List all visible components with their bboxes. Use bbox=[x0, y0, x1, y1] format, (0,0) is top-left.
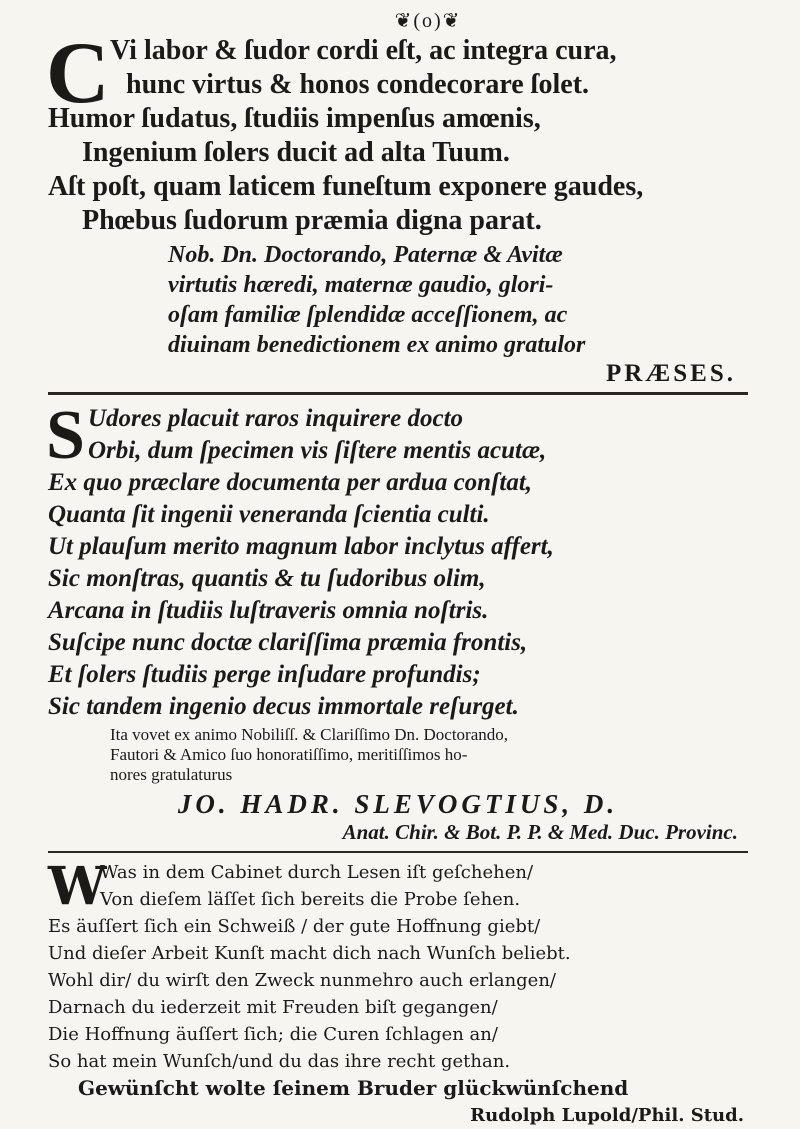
poem-line: Et ſolers ſtudiis perge inſudare profundis; bbox=[48, 661, 481, 688]
german-line: Es äuſſert ſich ein Schweiß / der gute Hoffnung giebt/ bbox=[48, 916, 541, 937]
poem-line: Sic tandem ingenio decus immortale reſurget. bbox=[48, 693, 519, 720]
dropcap-w: W bbox=[48, 856, 107, 917]
poem-line: Ex quo præclare documenta per ardua conſtat, bbox=[48, 469, 533, 496]
author-title: Anat. Chir. & Bot. P. P. & Med. Duc. Provinc. bbox=[342, 820, 738, 844]
ornament-header: ❦(o)❦ bbox=[394, 10, 462, 32]
german-line: Die Hoffnung äuſſert ſich; die Curen ſchlagen an/ bbox=[48, 1024, 498, 1045]
poem-line: Quanta ſit ingenii veneranda ſcientia culti. bbox=[48, 501, 490, 528]
poem-line: Suſcipe nunc doctæ clariſſima præmia frontis, bbox=[48, 629, 528, 656]
german-signature: Rudolph Lupold/Phil. Stud. bbox=[470, 1105, 744, 1126]
german-closing: Gewünſcht wolte ſeinem Bruder glückwünſchend bbox=[78, 1076, 629, 1100]
poem-line: Arcana in ſtudiis luſtraveris omnia noſtris. bbox=[48, 597, 489, 624]
verse-line: Ingenium ſolers ducit ad alta Tuum. bbox=[82, 137, 510, 168]
author-name: JO. HADR. SLEVOGTIUS, D. bbox=[177, 789, 619, 819]
dedication bbox=[48, 240, 748, 360]
german-line: Und dieſer Arbeit Kunſt macht dich nach Wunſch beliebt. bbox=[48, 943, 571, 964]
verse-line: Vi labor & ſudor cordi eſt, ac integra cura, bbox=[110, 35, 617, 66]
german-line: Von dieſem läſſet ſich bereits die Probe ſehen. bbox=[100, 889, 521, 910]
praeses-signature: PRÆSES. bbox=[605, 360, 736, 387]
poem-line: Udores placuit raros inquirere docto bbox=[88, 405, 464, 432]
dedication-wish bbox=[48, 725, 748, 785]
verse-line: Phœbus ſudorum præmia digna parat. bbox=[82, 205, 542, 236]
wish-line: Ita vovet ex animo Nobiliſſ. & Clariſſimo Dn. Doctorando, bbox=[110, 725, 509, 744]
dedication-line: oſam familiæ ſplendidæ acceſſionem, ac bbox=[168, 302, 568, 328]
latin-poem bbox=[46, 397, 748, 723]
verse-line: Aſt poſt, quam laticem funeſtum exponere gaudes, bbox=[48, 171, 644, 202]
opening-verse bbox=[46, 25, 748, 238]
poem-line: Ut plauſum merito magnum labor inclytus affert, bbox=[48, 533, 554, 560]
german-poem bbox=[48, 856, 748, 1129]
dedication-line: Nob. Dn. Doctorando, Paternæ & Avitæ bbox=[168, 242, 563, 268]
poem-line: Sic monſtras, quantis & tu ſudoribus olim, bbox=[48, 565, 486, 592]
dedication-line: diuinam benedictionem ex animo gratulor bbox=[168, 332, 586, 358]
dropcap-c: C bbox=[46, 25, 110, 122]
divider bbox=[48, 392, 748, 395]
verse-line: Humor ſudatus, ſtudiis impenſus amœnis, bbox=[48, 103, 541, 134]
german-line: Wohl dir/ du wirſt den Zweck nunmehro auch erlangen/ bbox=[48, 970, 556, 991]
divider bbox=[48, 851, 748, 853]
verse-line: hunc virtus & honos condecorare ſolet. bbox=[126, 69, 590, 100]
dedication-line: virtutis hæredi, maternæ gaudio, glori- bbox=[168, 272, 554, 298]
wish-line: Fautori & Amico ſuo honoratiſſimo, meritiſſimos ho- bbox=[110, 745, 468, 764]
wish-line: nores gratulaturus bbox=[110, 765, 233, 784]
german-line: Darnach du iederzeit mit Freuden biſt gegangen/ bbox=[48, 997, 498, 1018]
german-line: So hat mein Wunſch/und du das ihre recht gethan. bbox=[48, 1051, 511, 1072]
dropcap-s: S bbox=[46, 397, 85, 474]
poem-line: Orbi, dum ſpecimen vis ſiſtere mentis acutæ, bbox=[88, 437, 547, 464]
german-line: Was in dem Cabinet durch Lesen iſt geſchehen/ bbox=[100, 862, 534, 883]
